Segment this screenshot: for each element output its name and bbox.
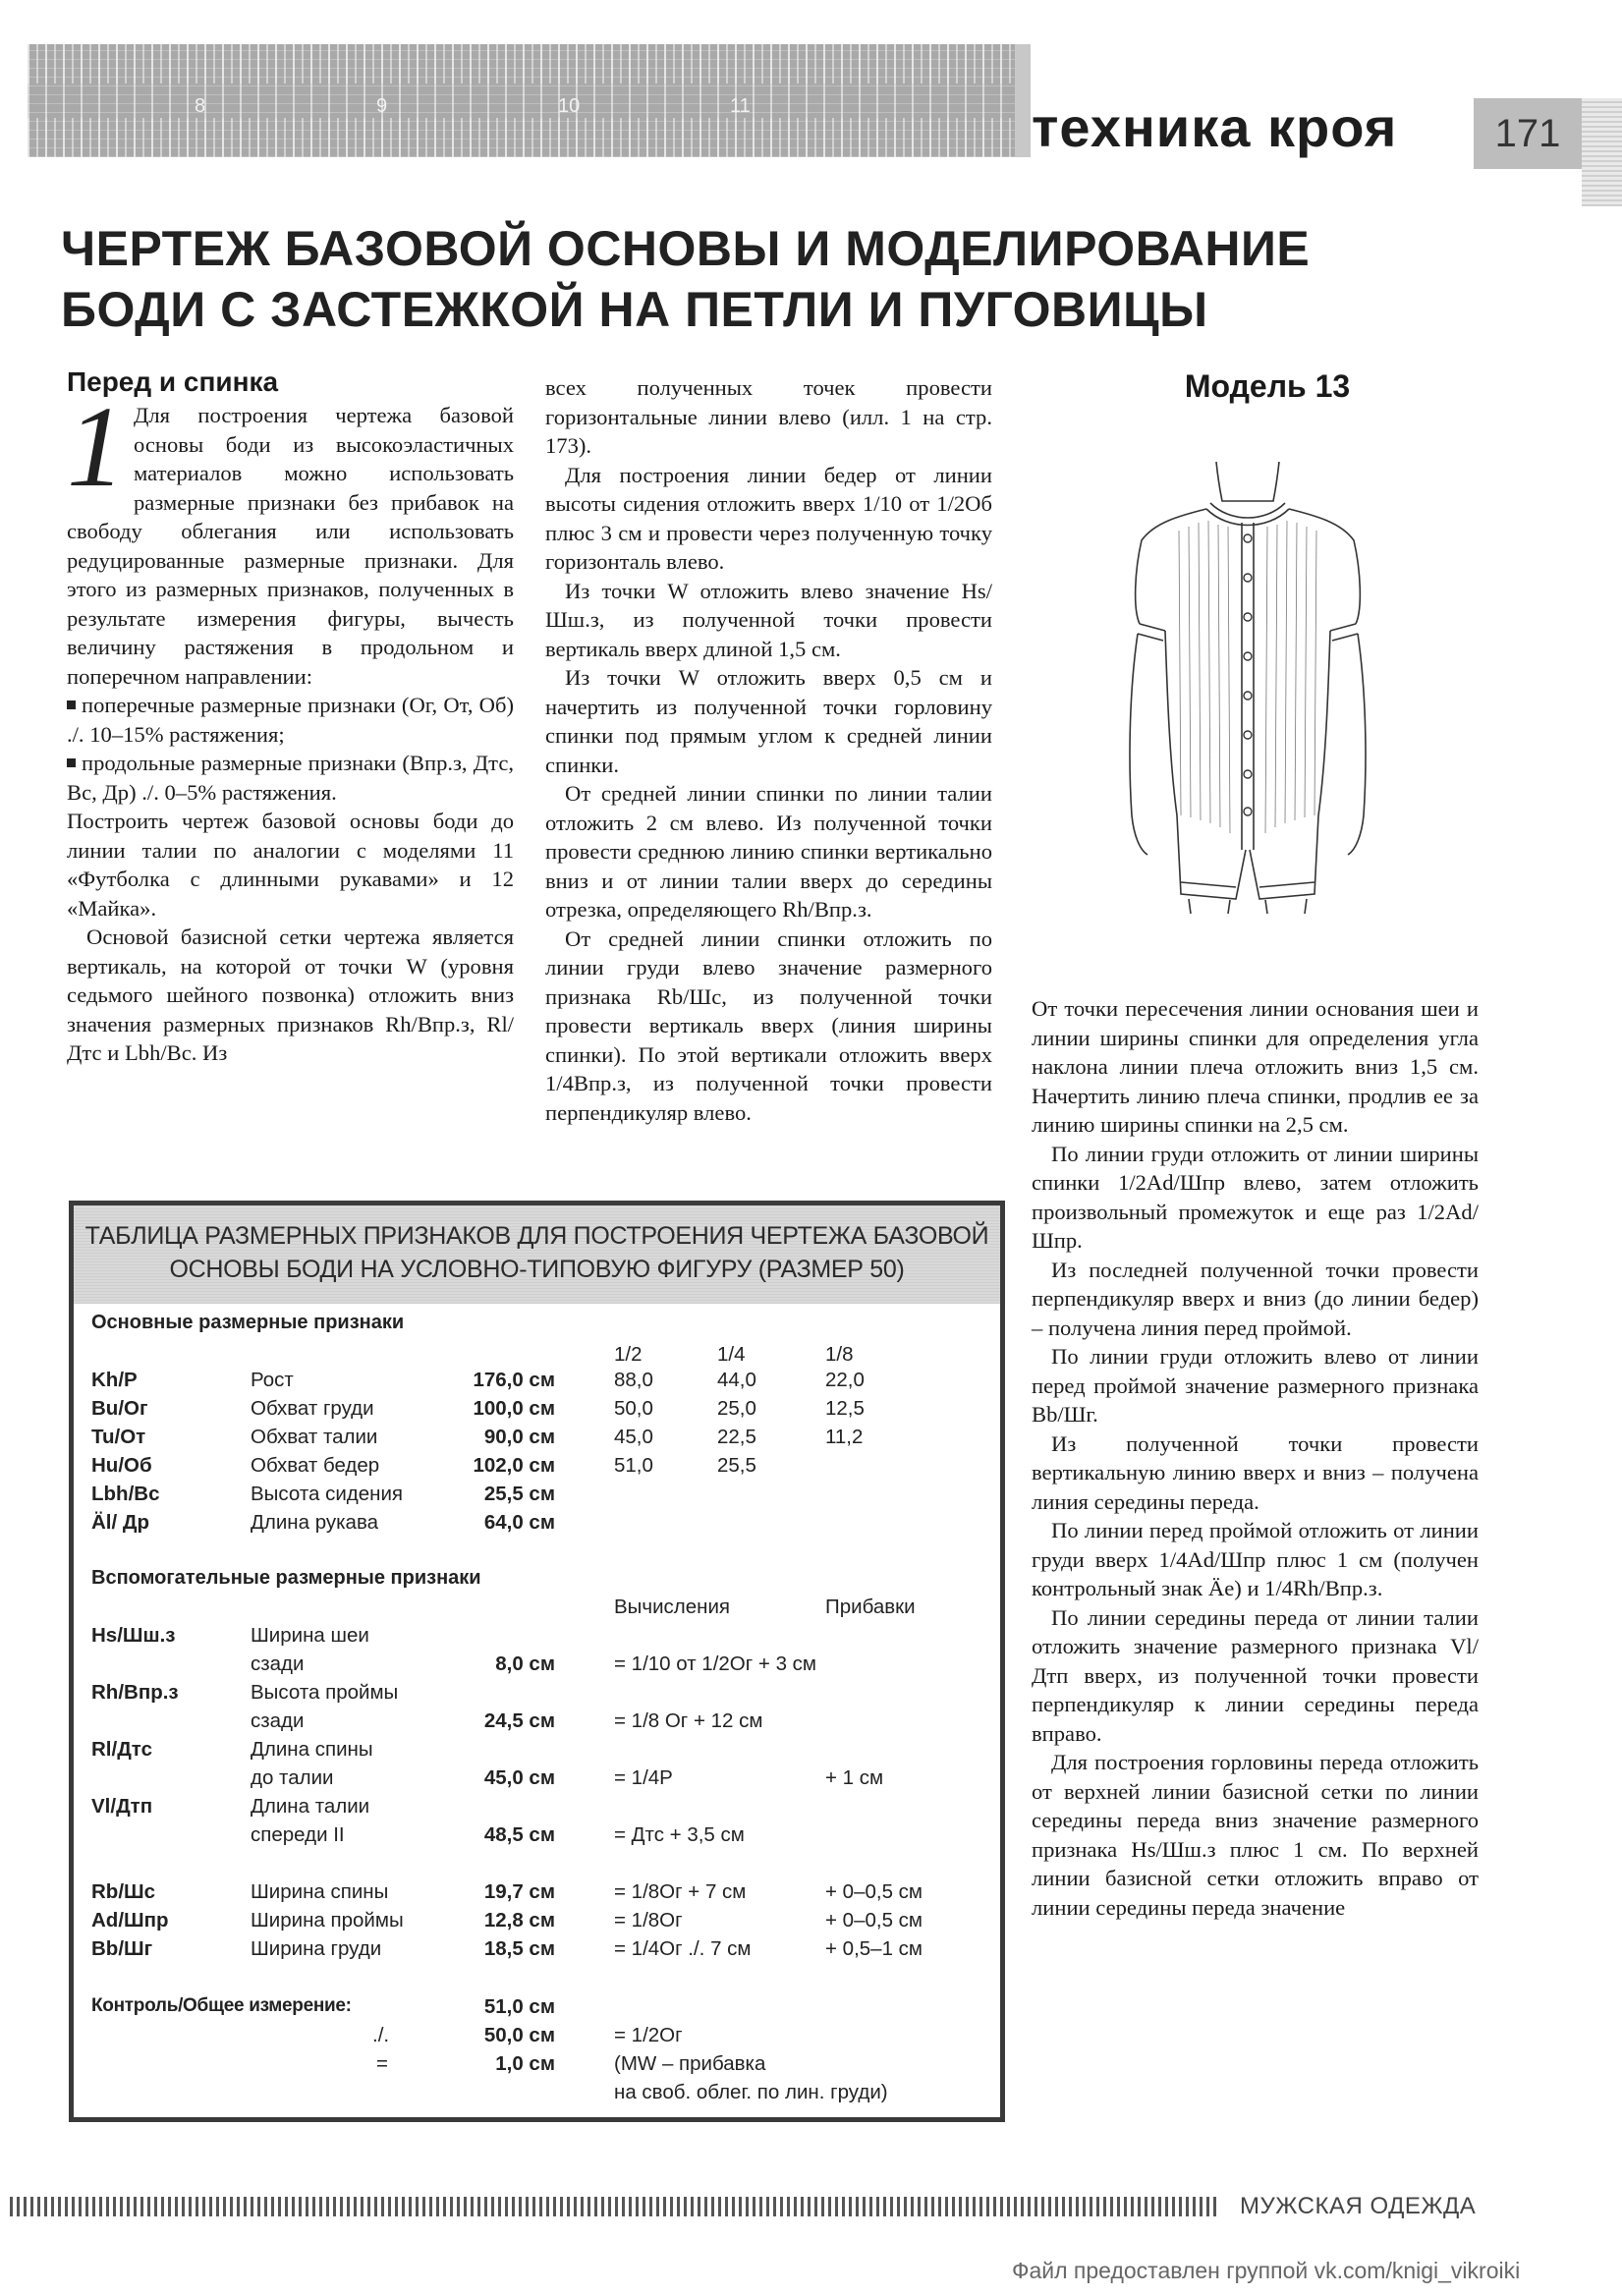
paragraph: Для построения горловины переда отложить от верхней линии базисной сетки по линии середины переда вниз значение размерного признака Hs/Шш.з плюс 1 см. По верхней линии базисной сетки отложить вправо от линии середины переда значение	[1032, 1750, 1479, 1920]
column-header-add: Прибавки	[825, 1596, 916, 1618]
control-operator: ./.	[372, 2024, 390, 2046]
footer-label: МУЖСКАЯ ОДЕЖДА	[1240, 2193, 1477, 2219]
control-value: 50,0 см	[483, 2024, 555, 2046]
bodysuit-illustration	[1100, 462, 1395, 914]
bullet-icon	[67, 758, 76, 767]
measurement-table	[69, 1201, 1005, 2122]
bullet-text: продольные размерные признаки (Впр.з, Дтс, Вс, Др) ./. 0–5% растяжения.	[67, 751, 514, 805]
row-name: Ширина проймы	[251, 1909, 404, 1932]
control-calc: (MW – прибавка	[614, 2052, 766, 2075]
column-header-calc: Вычисления	[614, 1596, 731, 1618]
row-code: Hu/Об	[91, 1454, 152, 1477]
paragraph	[67, 382, 514, 691]
ruler-number: 11	[730, 95, 751, 117]
row-name: Длина рукава	[251, 1511, 379, 1534]
row-calc: = 1/8Ог + 7 см	[614, 1880, 747, 1903]
ruler-edge	[1015, 44, 1031, 157]
row-half: 88,0	[614, 1369, 653, 1391]
row-eighth: 11,2	[825, 1426, 864, 1448]
bullet-text: поперечные размерные признаки (Ог, От, Об) ./. 10–15% растяжения;	[67, 693, 514, 747]
page-title	[61, 218, 1485, 340]
row-value: 18,5 см	[483, 1937, 555, 1960]
paragraph: По линии груди отложить влево от линии перед проймой значение размерного признака Bb/Шг.	[1032, 1344, 1479, 1427]
row-code: Bb/Шг	[91, 1937, 153, 1960]
paragraph: По линии середины переда от линии талии отложить значение размерного признака Vl/Дтп вверх, из полученной точки провести перпендикуляр к линии середины переда вправо.	[1032, 1604, 1479, 1746]
table-title-line1: ТАБЛИЦА РАЗМЕРНЫХ ПРИЗНАКОВ ДЛЯ ПОСТРОЕНИЯ ЧЕРТЕЖА БАЗОВОЙ	[84, 1222, 989, 1250]
row-name: Ширина спины	[251, 1880, 389, 1903]
row-value: 45,0 см	[483, 1766, 555, 1789]
row-quarter: 22,5	[717, 1426, 756, 1448]
ruler-ticks-bottom	[28, 118, 1015, 157]
row-name-cont: спереди II	[251, 1823, 345, 1846]
row-code: Lbh/Вс	[91, 1483, 160, 1505]
paragraph: От средней линии спинки по линии талии отложить 2 см влево. Из полученной точки провести среднюю линию спинки вертикально вниз и от линии талии вверх до середины отрезка, определяющего Rh/Впр.з.	[545, 781, 992, 922]
row-name: Обхват бедер	[251, 1454, 380, 1477]
row-quarter: 25,5	[717, 1454, 756, 1477]
row-name: Длина талии	[251, 1795, 370, 1818]
control-calc: на своб. облег. по лин. груди)	[614, 2081, 888, 2103]
paragraph: Из точки W отложить вверх 0,5 см и начертить из полученной точки горловину спинки под прямым углом к средней линии спинки.	[545, 665, 992, 777]
row-code: Rh/Впр.з	[91, 1681, 179, 1704]
row-value: 100,0 см	[473, 1397, 555, 1420]
footer-barcode-decoration	[10, 2197, 1218, 2216]
section-title: техника кроя	[1032, 96, 1398, 158]
page-number: 171	[1474, 98, 1582, 169]
row-name-cont: сзади	[251, 1652, 305, 1675]
ruler-number: 10	[558, 95, 581, 117]
row-half: 51,0	[614, 1454, 653, 1477]
ruler-number: 8	[195, 95, 206, 117]
row-value: 102,0 см	[473, 1454, 555, 1477]
page-title-line2: БОДИ С ЗАСТЕЖКОЙ НА ПЕТЛИ И ПУГОВИЦЫ	[61, 282, 1208, 337]
row-value: 8,0 см	[495, 1652, 555, 1675]
row-code: Kh/P	[91, 1369, 138, 1391]
row-code: Vl/Дтп	[91, 1795, 153, 1818]
row-quarter: 44,0	[717, 1369, 756, 1391]
column-header: 1/8	[825, 1343, 854, 1366]
row-eighth: 22,0	[825, 1369, 865, 1391]
row-value: 90,0 см	[483, 1426, 555, 1448]
row-code: Tu/От	[91, 1426, 146, 1448]
row-code: Bu/Ог	[91, 1397, 148, 1420]
paragraph: От средней линии спинки отложить по линии груди влево значение размерного признака Rb/Шс, из полученной точки провести вертикаль вверх (линия ширины спинки). По этой вертикали отложить вверх 1/4Впр.з, из полученной точки провести перпендикуляр влево.	[545, 925, 992, 1125]
paragraph-text: Для построения чертежа базовой основы боди из высокоэластичных материалов можно использовать размерные признаки без прибавок на свободу облегания или использовать редуцированные размерные признаки. Для этого из размерных признаков, полученных в результате измерения фигуры, вычесть величину растяжения в продольном и поперечном направлении:	[67, 403, 514, 689]
row-calc: = 1/8 Ог + 12 см	[614, 1709, 763, 1732]
bullet-item	[67, 749, 514, 807]
row-calc: = Дтс + 3,5 см	[614, 1823, 745, 1846]
table-title-line2: ОСНОВЫ БОДИ НА УСЛОВНО-ТИПОВУЮ ФИГУРУ (РАЗМЕР 50)	[169, 1256, 905, 1283]
paragraph: Из точки W отложить влево значение Hs/Шш.з, из полученной точки провести вертикаль вверх длиной 1,5 см.	[545, 578, 992, 661]
row-half: 50,0	[614, 1397, 653, 1420]
row-name: Ширина груди	[251, 1937, 382, 1960]
row-code: Rb/Шс	[91, 1880, 156, 1903]
paragraph: Из полученной точки провести вертикальную линию вверх и вниз – получена линия середины переда.	[1032, 1430, 1479, 1514]
row-value: 24,5 см	[483, 1709, 555, 1732]
paragraph: По линии перед проймой отложить от линии груди вверх 1/4Ad/Шпр плюс 1 см (получен контрольный знак Äe) и 1/4Rh/Впр.з.	[1032, 1518, 1479, 1600]
paragraph: Из последней полученной точки провести перпендикуляр вверх и вниз (до линии бедер) – получена линия перед проймой.	[1032, 1257, 1479, 1340]
page-title-line1: ЧЕРТЕЖ БАЗОВОЙ ОСНОВЫ И МОДЕЛИРОВАНИЕ	[61, 221, 1311, 276]
paragraph: Основой базисной сетки чертежа является вертикаль, на которой от точки W (уровня седьмого шейного позвонка) отложить вниз значения размерных признаков Rh/Впр.з, Rl/Дтс и Lbh/Вс. Из	[67, 924, 514, 1065]
row-name: Высота проймы	[251, 1681, 399, 1704]
row-name: Обхват талии	[251, 1426, 378, 1448]
row-calc: = 1/4Ог ./. 7 см	[614, 1937, 752, 1960]
control-value: 51,0 см	[483, 1995, 555, 2018]
control-value: 1,0 см	[495, 2052, 555, 2075]
row-eighth: 12,5	[825, 1397, 865, 1420]
paragraph: Для построения линии бедер от линии высоты сидения отложить вверх 1/10 от 1/2Об плюс 3 см и провести через полученную точку горизонталь влево.	[545, 462, 992, 574]
row-value: 176,0 см	[473, 1369, 555, 1391]
row-calc: = 1/10 от 1/2Ог + 3 см	[614, 1652, 817, 1675]
row-name: Длина спины	[251, 1738, 373, 1761]
drop-cap: 1	[67, 382, 125, 511]
bullet-icon	[67, 700, 76, 709]
row-value: 12,8 см	[483, 1909, 555, 1932]
row-value: 64,0 см	[483, 1511, 555, 1534]
control-calc: = 1/2Ог	[614, 2024, 683, 2046]
row-value: 19,7 см	[483, 1880, 555, 1903]
row-code: Rl/Дтс	[91, 1738, 152, 1761]
row-name: Рост	[251, 1369, 294, 1391]
row-half: 45,0	[614, 1426, 653, 1448]
row-name: Ширина шеи	[251, 1624, 369, 1647]
paragraph: По линии груди отложить от линии ширины спинки 1/2Ad/Шпр влево, затем отложить произвольный промежуток и еще раз 1/2Ad/Шпр.	[1032, 1141, 1479, 1253]
row-value: 48,5 см	[483, 1823, 555, 1846]
table-title	[74, 1205, 1000, 1304]
row-code: Ad/Шпр	[91, 1909, 169, 1932]
control-operator: =	[376, 2052, 388, 2075]
column-3	[1032, 994, 1479, 1922]
row-name-cont: до талии	[251, 1766, 334, 1789]
row-code: Hs/Шш.з	[91, 1624, 176, 1647]
column-header: 1/4	[717, 1343, 746, 1366]
row-add: + 0–0,5 см	[825, 1909, 923, 1932]
ruler-ticks-top	[28, 44, 1015, 84]
subheading: Перед и спинка	[67, 366, 279, 397]
page-corner-decoration	[1582, 98, 1622, 206]
column-2	[545, 373, 992, 1127]
column-1	[67, 365, 514, 1068]
table-section-heading: Вспомогательные размерные признаки	[91, 1567, 481, 1589]
row-name-cont: сзади	[251, 1709, 305, 1732]
row-quarter: 25,0	[717, 1397, 756, 1420]
ruler-number: 9	[376, 95, 388, 117]
row-code: Äl/ Др	[91, 1511, 150, 1534]
model-title: Модель 13	[1184, 368, 1351, 404]
row-value: 25,5 см	[483, 1483, 555, 1505]
credit-text: Файл предоставлен группой vk.com/knigi_vikroiki	[1012, 2258, 1521, 2283]
row-name: Обхват груди	[251, 1397, 374, 1420]
row-calc: = 1/4P	[614, 1766, 673, 1789]
paragraph: Построить чертеж базовой основы боди до линии талии по аналогии с моделями 11 «Футболка с длинными рукавами» и 12 «Майка».	[67, 809, 514, 921]
ruler-band	[28, 44, 1015, 157]
bullet-item	[67, 691, 514, 749]
control-label: Контроль/Общее измерение:	[91, 1995, 352, 2016]
row-calc: = 1/8Ог	[614, 1909, 683, 1932]
table-section-heading: Основные размерные признаки	[91, 1312, 405, 1333]
paragraph: всех полученных точек провести горизонтальные линии влево (илл. 1 на стр. 173).	[545, 375, 992, 458]
paragraph: От точки пересечения линии основания шеи и линии ширины спинки для определения угла наклона линии плеча отложить вниз 1,5 см. Начертить линию плеча спинки, продлив ее за линию ширины спинки на 2,5 см.	[1032, 996, 1479, 1137]
row-add: + 0–0,5 см	[825, 1880, 923, 1903]
row-add: + 0,5–1 см	[825, 1937, 923, 1960]
row-name: Высота сидения	[251, 1483, 404, 1505]
row-add: + 1 см	[825, 1766, 884, 1789]
column-header: 1/2	[614, 1343, 643, 1366]
